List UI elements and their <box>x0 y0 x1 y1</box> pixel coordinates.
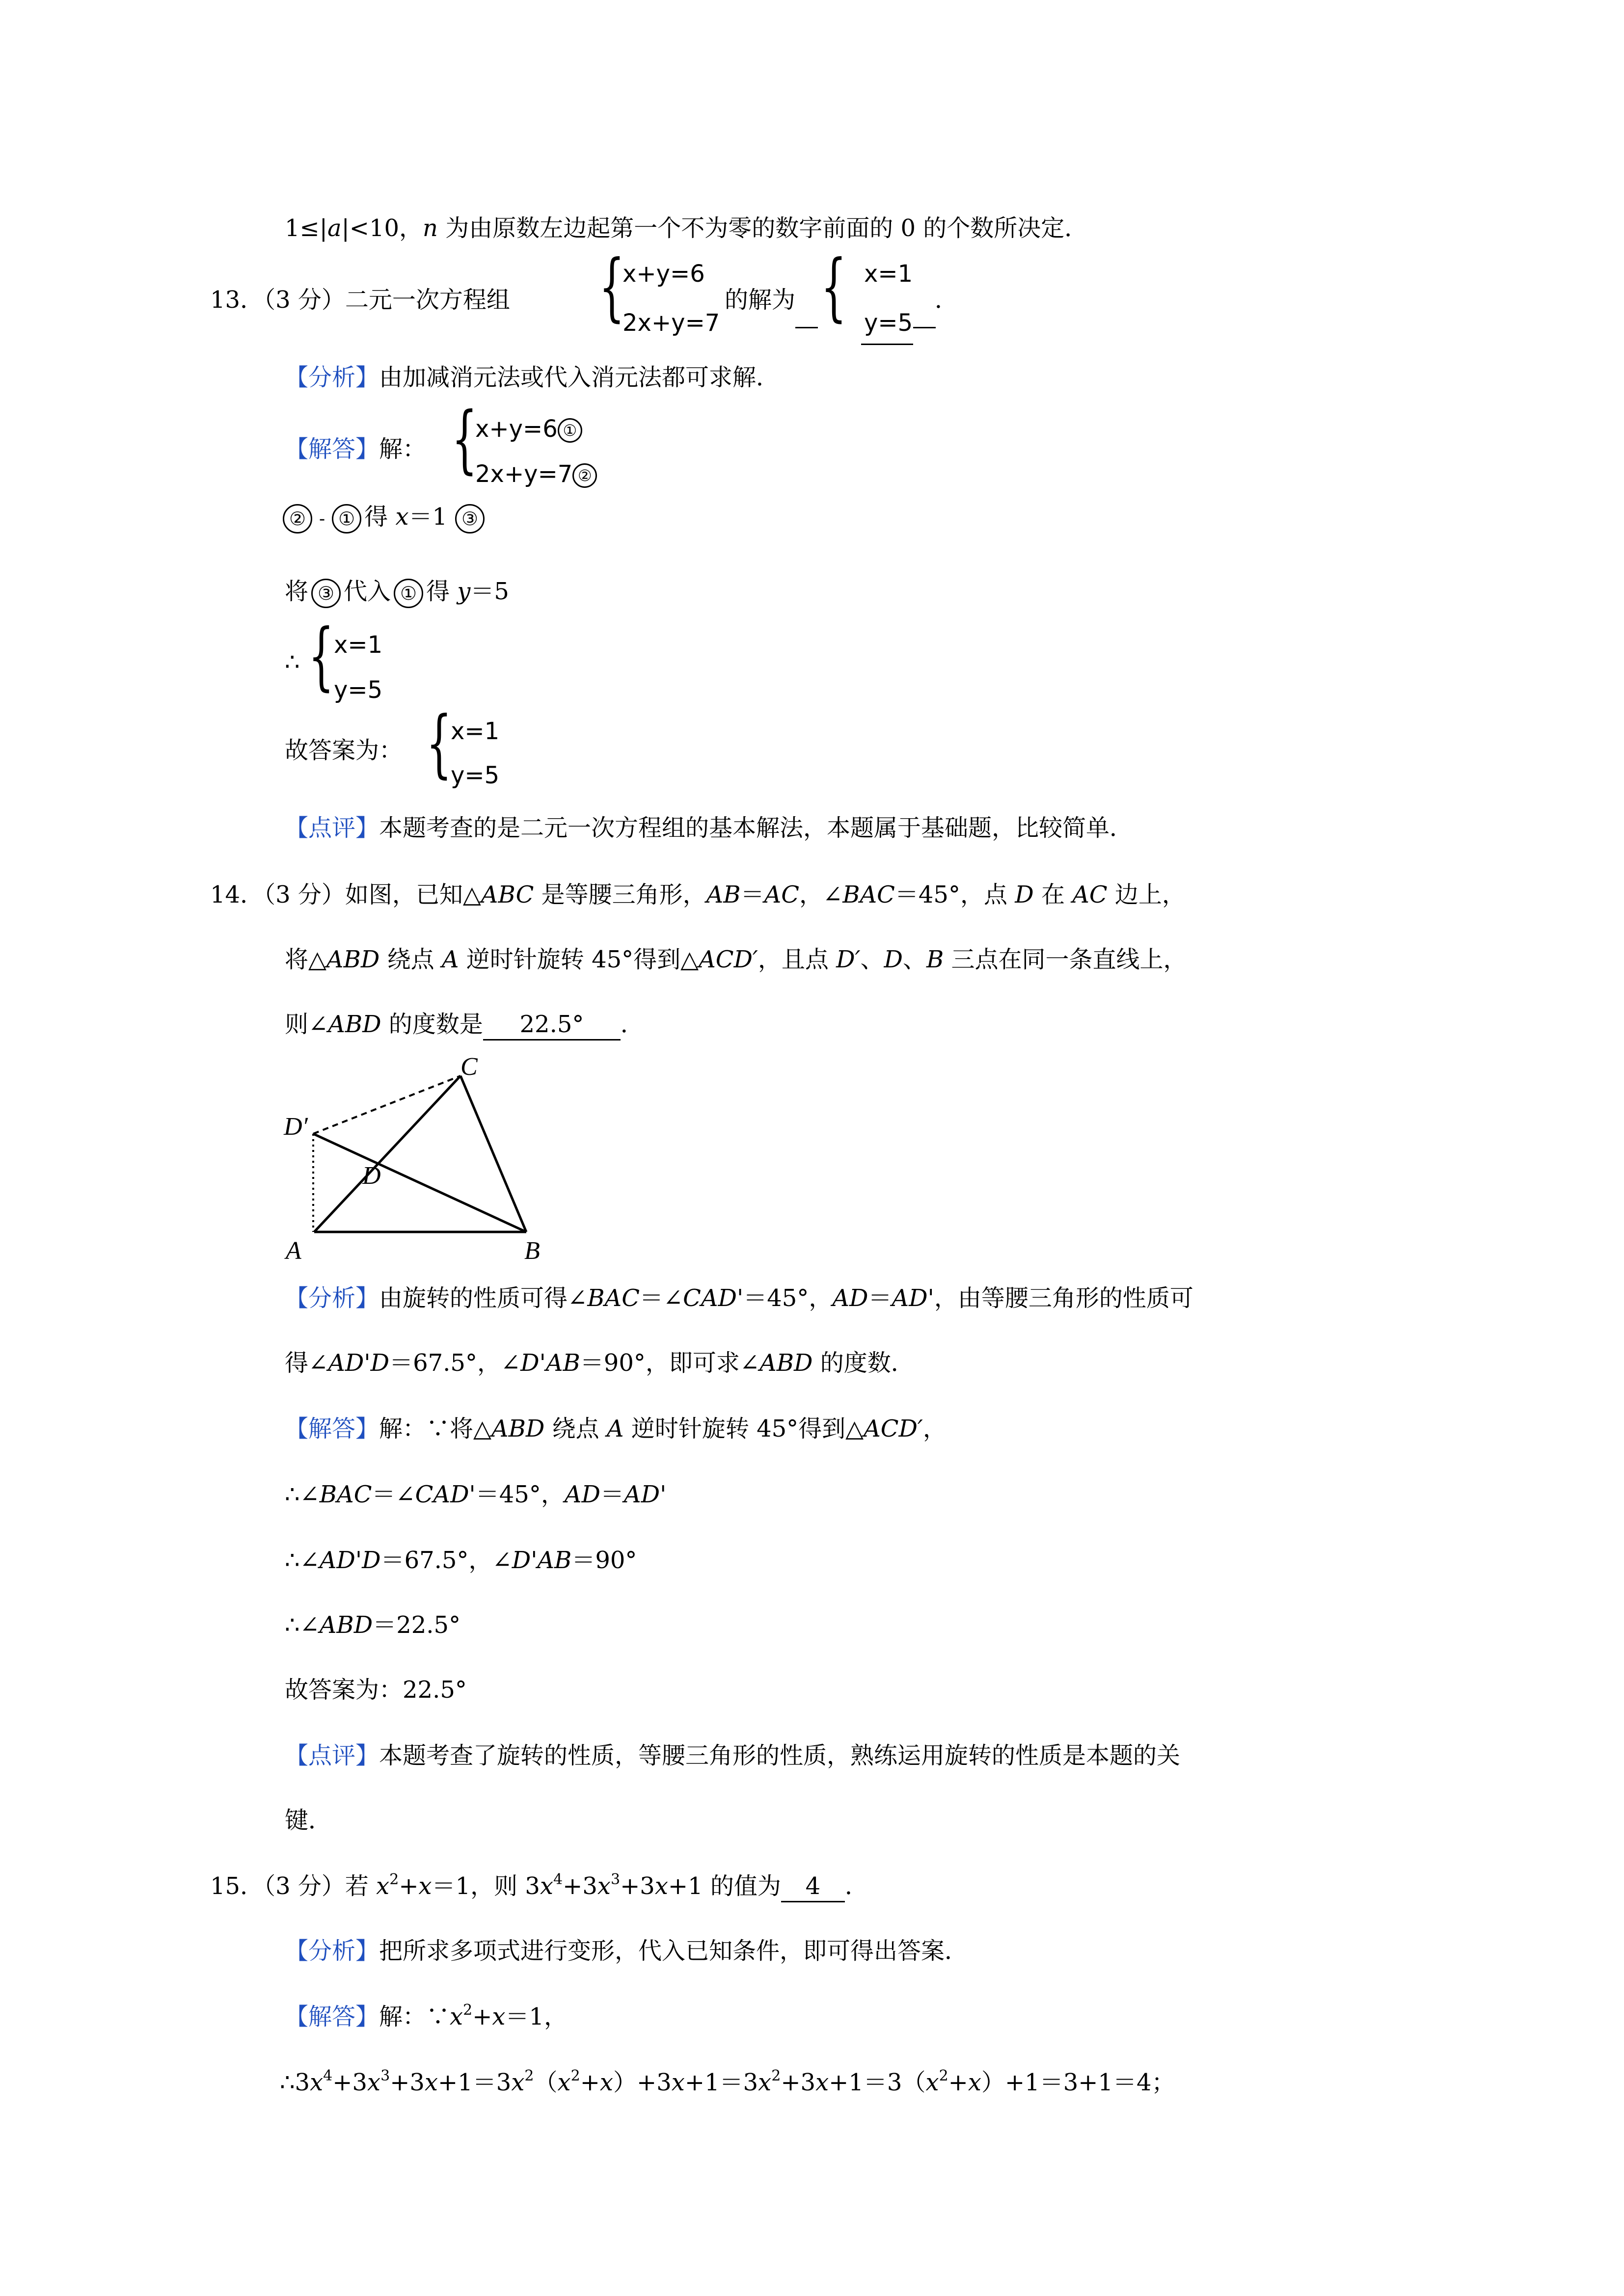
q13-eq2: 2x+y=7 <box>623 309 720 337</box>
circle-3-marker: ③ <box>455 504 485 534</box>
circle-2-marker: ② <box>283 504 312 534</box>
q15-solution-line1: 【解答】解：$\because x^2+x=1$， <box>285 2002 568 2030</box>
q15-solution-line2 <box>280 2066 1175 2099</box>
q14-line1: 14．（3 分）如图，已知△ABC 是等腰三角形，AB＝AC，∠BAC＝45°，点 D 在 AC 边上， <box>210 881 1186 908</box>
formula-segment: x <box>511 2069 525 2096</box>
formula-segment: + <box>580 2069 600 2096</box>
solution-label: 【解答】 <box>285 2003 379 2030</box>
triangle-figure <box>275 1055 560 1271</box>
formula-segment: 2 <box>524 2067 534 2084</box>
formula-segment: ）+1＝3+1＝4； <box>981 2069 1175 2096</box>
q13-ans2: y=5 <box>864 309 913 337</box>
segment-CDp-dashed <box>313 1076 460 1134</box>
circle-1-marker: ① <box>332 504 361 534</box>
analysis-label: 【分析】 <box>285 364 379 391</box>
q13-ans1: x=1 <box>864 260 913 288</box>
label-A: A <box>286 1237 301 1265</box>
q13-mid: 的解为 <box>725 286 796 314</box>
formula-segment: ∴3 <box>280 2069 310 2096</box>
q14-line2: 将△ABD 绕点 A 逆时针旋转 45°得到△ACD′，且点 D′、D、B 三点在同一条直线上， <box>285 946 1187 973</box>
segment-CB <box>460 1076 526 1232</box>
q13-solution-eq2: 2x+y=7 ② <box>475 455 597 493</box>
formula-segment: 2 <box>570 2067 580 2084</box>
q13-final-lead: 故答案为： <box>285 737 403 764</box>
q13-therefore: ∴ <box>285 648 300 676</box>
q13-blank-underline-mid <box>861 344 913 345</box>
formula-segment: 2 <box>939 2067 948 2084</box>
q13-blank-underline-right <box>913 327 936 328</box>
q15-question: 15．（3 分）若 $x^2+x=1$，则 $3x^4+3x^3+3x+1$ 的值为 4 ． <box>210 1870 868 1902</box>
q13-therefore-ans1: x=1 <box>334 631 383 659</box>
formula-segment: + <box>948 2069 968 2096</box>
formula-segment: x <box>599 2069 613 2096</box>
formula-segment: x <box>367 2069 381 2096</box>
q13-blank-underline-left <box>795 327 818 328</box>
formula-segment: （ <box>534 2069 558 2096</box>
q13-final-ans2: y=5 <box>451 762 500 789</box>
q13-solution-eq1: x+y=6 ① <box>475 410 582 448</box>
solution-label: 【解答】 <box>285 435 379 463</box>
formula-segment: x <box>758 2069 772 2096</box>
q15-analysis: 【分析】把所求多项式进行变形，代入已知条件，即可得出答案． <box>285 1937 969 1965</box>
circle-1-marker: ① <box>394 579 423 608</box>
q14-answer-blank: 22.5° <box>483 1010 621 1041</box>
q14-solution-line2: ∴∠BAC＝∠CAD'＝45°，AD＝AD' <box>285 1481 667 1508</box>
q13-solution-brace: { <box>452 397 478 482</box>
formula-segment: ）+3 <box>613 2069 672 2096</box>
q13-end: ． <box>935 286 959 314</box>
formula-segment: +1＝3 <box>438 2069 512 2096</box>
formula-segment: +3 <box>332 2069 368 2096</box>
comment-label: 【点评】 <box>285 1742 379 1769</box>
q14-line3: 则∠ABD 的度数是 22.5° ． <box>285 1008 644 1041</box>
label-C: C <box>460 1055 478 1081</box>
q14-comment-line2: 键． <box>285 1807 332 1834</box>
q13-prefix: 13．（3 分）二元一次方程组 <box>210 286 510 314</box>
label-D: D <box>362 1162 381 1190</box>
formula-segment: x <box>925 2069 939 2096</box>
q14-solution-line1: 【解答】解：∵将△ABD 绕点 A 逆时针旋转 45°得到△ACD′， <box>285 1415 947 1442</box>
segment-AC <box>314 1076 460 1232</box>
comment-label: 【点评】 <box>285 814 379 842</box>
formula-segment: x <box>557 2069 571 2096</box>
top-line: 1≤|a|<10，n 为由原数左边起第一个不为零的数字前面的 0 的个数所决定． <box>285 214 1088 242</box>
q14-solution-line5: 故答案为：22.5° <box>285 1676 467 1704</box>
formula-segment: x <box>968 2069 981 2096</box>
q13-final-ans1: x=1 <box>451 718 500 745</box>
analysis-label: 【分析】 <box>285 1284 379 1312</box>
q13-answer-brace: { <box>821 244 847 330</box>
formula-segment: x <box>815 2069 829 2096</box>
circle-2-marker: ② <box>572 463 597 488</box>
q14-analysis-line1: 【分析】由旋转的性质可得∠BAC＝∠CAD'＝45°，AD＝AD'，由等腰三角形的性质可 <box>285 1284 1193 1312</box>
formula-segment: 4 <box>323 2067 333 2084</box>
q14-solution-line4: ∴∠ABD＝22.5° <box>285 1611 461 1639</box>
formula-segment: 2 <box>771 2067 781 2084</box>
q13-final-brace: { <box>426 701 452 786</box>
q13-system-brace: { <box>599 244 625 330</box>
q13-step1: ② - ① 得 x＝1 ③ <box>280 501 487 535</box>
formula-segment: x <box>424 2069 438 2096</box>
formula-segment: +3 <box>390 2069 425 2096</box>
formula-segment: +1＝3（ <box>829 2069 926 2096</box>
q13-analysis: 【分析】由加减消元法或代入消元法都可求解． <box>285 364 780 391</box>
formula-segment: +3 <box>781 2069 816 2096</box>
q14-comment-line1: 【点评】本题考查了旋转的性质，等腰三角形的性质，熟练运用旋转的性质是本题的关 <box>285 1742 1181 1769</box>
formula-segment: x <box>671 2069 685 2096</box>
q13-comment: 【点评】本题考查的是二元一次方程组的基本解法，本题属于基础题，比较简单． <box>285 814 1134 842</box>
circle-3-marker: ③ <box>311 579 341 608</box>
solution-label: 【解答】 <box>285 1415 379 1442</box>
circle-1-marker: ① <box>558 418 582 443</box>
q14-solution-line3: ∴∠AD'D＝67.5°，∠D'AB＝90° <box>285 1547 637 1574</box>
q13-therefore-ans2: y=5 <box>334 676 383 704</box>
q13-eq1: x+y=6 <box>623 260 705 288</box>
analysis-label: 【分析】 <box>285 1937 379 1965</box>
q13-solution-lead: 【解答】解： <box>285 435 427 463</box>
q13-therefore-brace: { <box>308 614 334 699</box>
label-B: B <box>524 1237 540 1265</box>
q14-analysis-line2: 得∠AD'D＝67.5°，∠D'AB＝90°，即可求∠ABD 的度数． <box>285 1349 915 1377</box>
formula-segment: 3 <box>380 2067 390 2084</box>
formula-segment: x <box>310 2069 324 2096</box>
segment-DB <box>313 1134 526 1232</box>
q15-answer-blank: 4 <box>781 1871 845 1902</box>
label-Dprime: D′ <box>284 1113 308 1141</box>
q13-step2: 将 ③ 代入 ① 得 y＝5 <box>285 575 509 608</box>
formula-segment: +1＝3 <box>684 2069 758 2096</box>
